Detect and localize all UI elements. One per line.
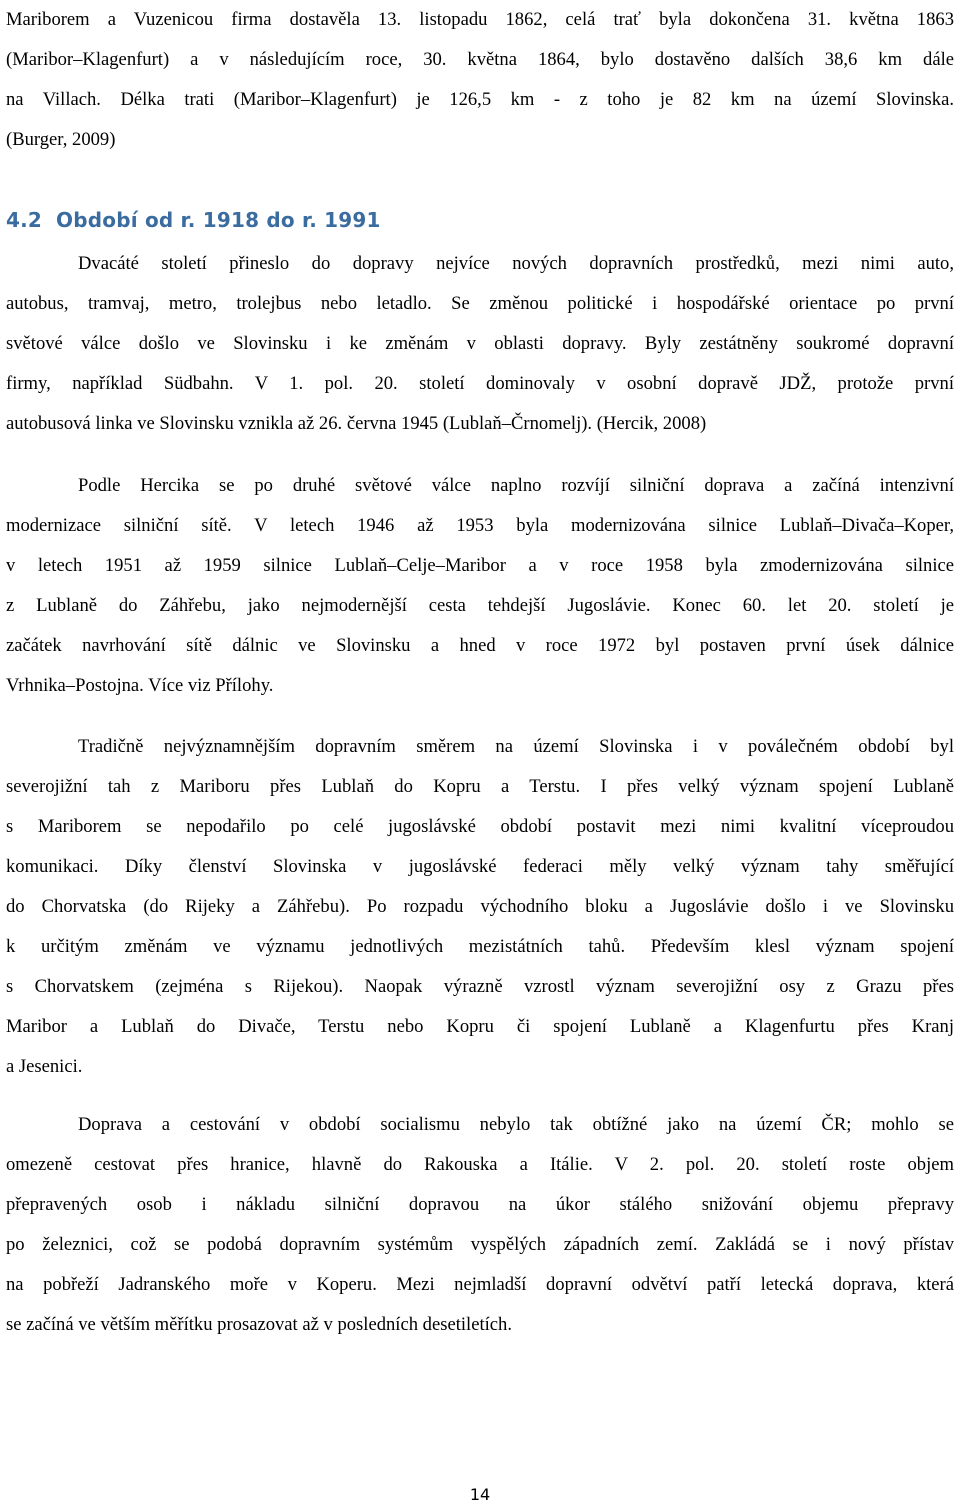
text-line: z Lublaně do Záhřebu, jako nejmodernější cesta tehdejší Jugoslávie. Konec 60. let 20. století je [6, 595, 954, 616]
section-number: 4.2 [6, 208, 43, 232]
text-line: Dvacáté století přineslo do dopravy nejvíce nových dopravních prostředků, mezi nimi auto, [78, 253, 954, 274]
text-line: na Villach. Délka trati (Maribor–Klagenfurt) je 126,5 km - z toho je 82 km na území Slovinska. [6, 89, 954, 110]
text-line: modernizace silniční sítě. V letech 1946 až 1953 byla modernizována silnice Lublaň–Divača–Koper, [6, 515, 954, 536]
text-line: a Jesenici. [6, 1056, 83, 1077]
text-line: začátek navrhování sítě dálnic ve Slovinsku a hned v roce 1972 byl postaven první úsek dálnice [6, 635, 954, 656]
text-line: komunikaci. Díky členství Slovinska v jugoslávské federaci měly velký význam tahy směřující [6, 856, 954, 877]
text-line: Maribor a Lublaň do Divače, Terstu nebo Kopru či spojení Lublaně a Klagenfurtu přes Kranj [6, 1016, 954, 1037]
text-line: autobusová linka ve Slovinsku vznikla až 26. června 1945 (Lublaň–Črnomelj). (Hercik, 2008) [6, 413, 707, 434]
section-heading [6, 208, 381, 232]
text-line: přepravených osob i nákladu silniční dopravou na úkor stálého snižování objemu přepravy [6, 1194, 954, 1215]
text-line: Mariborem a Vuzenicou firma dostavěla 13. listopadu 1862, celá trať byla dokončena 31. května 1863 [6, 9, 954, 30]
text-line: Doprava a cestování v období socialismu nebylo tak obtížné jako na území ČR; mohlo se [78, 1114, 954, 1135]
intro-paragraph [6, 0, 954, 160]
text-line: omezeně cestovat přes hranice, hlavně do Rakouska a Itálie. V 2. pol. 20. století roste objem [6, 1154, 954, 1175]
paragraph-1 [6, 244, 954, 444]
text-line: Vrhnika–Postojna. Více viz Přílohy. [6, 675, 274, 696]
text-line: s Mariborem se nepodařilo po celé jugoslávské období postavit mezi nimi kvalitní víceproudou [6, 816, 954, 837]
paragraph-2 [6, 466, 954, 706]
text-line: k určitým změnám ve významu jednotlivých mezistátních tahů. Především klesl význam spojení [6, 936, 954, 957]
text-line: s Chorvatskem (zejména s Rijekou). Naopak výrazně vzrostl význam severojižní osy z Grazu přes [6, 976, 954, 997]
text-line: (Maribor–Klagenfurt) a v následujícím roce, 30. května 1864, bylo dostavěno dalších 38,6 km dále [6, 49, 954, 70]
paragraph-4 [6, 1105, 954, 1345]
text-line: do Chorvatska (do Rijeky a Záhřebu). Po rozpadu východního bloku a Jugoslávie došlo i ve Slovinsku [6, 896, 954, 917]
page-number: 14 [469, 1485, 491, 1504]
paragraph-3 [6, 727, 954, 1087]
text-line: na pobřeží Jadranského moře v Koperu. Mezi nejmladší dopravní odvětví patří letecká doprava, která [6, 1274, 954, 1295]
text-line: Tradičně nejvýznamnějším dopravním směrem na území Slovinska i v poválečném období byl [78, 736, 954, 757]
text-line: firmy, například Südbahn. V 1. pol. 20. století dominovaly v osobní dopravě JDŽ, protože první [6, 373, 954, 394]
text-line: v letech 1951 až 1959 silnice Lublaň–Celje–Maribor a v roce 1958 byla zmodernizována silnice [6, 555, 954, 576]
text-line: se začíná ve větším měřítku prosazovat až v posledních desetiletích. [6, 1314, 512, 1335]
text-line: autobus, tramvaj, metro, trolejbus nebo letadlo. Se změnou politické i hospodářské orientace po první [6, 293, 954, 314]
section-title: Období od r. 1918 do r. 1991 [56, 208, 381, 232]
text-line: po železnici, což se podobá dopravním systémům vyspělých západních zemí. Zakládá se i nový přístav [6, 1234, 954, 1255]
text-line: severojižní tah z Mariboru přes Lublaň do Kopru a Terstu. I přes velký význam spojení Lublaně [6, 776, 954, 797]
text-line: světové válce došlo ve Slovinsku i ke změnám v oblasti dopravy. Byly zestátněny soukromé dopravní [6, 333, 954, 354]
text-line: (Burger, 2009) [6, 129, 116, 150]
text-line: Podle Hercika se po druhé světové válce naplno rozvíjí silniční doprava a začíná intenzivní [78, 475, 954, 496]
